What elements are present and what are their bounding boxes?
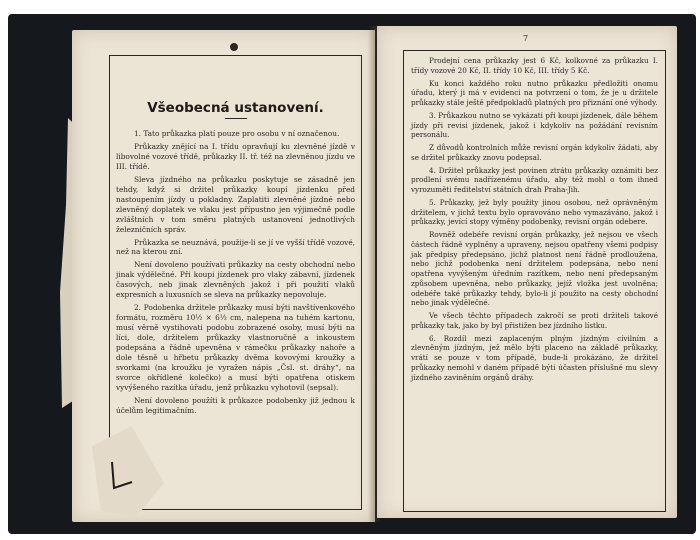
left-paragraph-3: Sleva jízdného na průkazku poskytuje se zásadně jen tehdy, když si držitel průkazky koupí jízdenku před nastoupením jízdy u pokladny. Zaplatiti zlevněné jízdné nebo zlevněný doplatek ve vlaku jest přípustno jen výjimečně podle zvláštních v tom směru platných ustanovení jednotlivých železničních správ. xyxy=(116,174,355,234)
right-paragraph-5: 4. Držitel průkazky jest povinen ztrátu průkazky oznámiti bez prodlení svému nadřízenému úřadu, aby též mohl o tom ihned vyrozuměti ředitelství státních drah Praha-Jih. xyxy=(411,165,658,194)
binding-ring-icon xyxy=(230,43,238,51)
section-heading: Všeobecná ustanovení. xyxy=(147,100,324,116)
left-paragraph-6: 2. Podobenka držitele průkazky musí býti navštívenkového formátu, rozměru 10½ × 6½ cm, nalepena na tuhém kartonu, musí věrně vystihovati podobu zobrazené osoby, musí býti na líci, dole, držitelem průkazky vlastnoručně a inkoustem podepsána a řádně upevněna v rámečku průkazky nahoře a dole těsně u hřbetu průkazky dvěma kovovými kroužky a svorkami (na kroužku je vyražen nápis „Čsl. st. dráhy“, na svorce okřídlené kolečko) a musí býti opatřena otiskem vyvýšeného razítka úřadu, jenž průkazku vyhotovil (sepsal). xyxy=(116,303,355,392)
right-paragraph-9: 6. Rozdíl mezi zaplaceným plným jízdným cívilním a zlevněným jízdným, jež mělo býti placeno na základě průkazky, vrátí se pouze v tom případě, bude-li prokázáno, že držitel průkazky nemohl v daném případě býti účasten příslušné mu slevy jízdného zaviněním orgánů dráhy. xyxy=(411,333,658,382)
right-paragraph-3: 3. Průkazkou nutno se vykázati při koupi jízdenek, dále během jízdy při revisi jízdenek, jakož i kdykoliv na požádání revisním personálu. xyxy=(411,110,658,140)
right-page xyxy=(377,26,677,518)
left-paragraph-2: Průkazky znějící na I. třídu opravňují ku zlevněné jízdě v libovolné vozové třídě, průkazky II. tř. též na zlevněnou jízdu ve III. třídě. xyxy=(116,141,355,171)
left-paragraph-1: 1. Tato průkazka platí pouze pro osobu v ní označenou. xyxy=(134,129,340,138)
left-page-frame xyxy=(109,55,362,510)
left-paragraph-5: Není dovoleno používati průkazky na cesty obchodní nebo jinak výdělečné. Při koupi jízdenek pro vlaky zábavní, jízdenek časových, neb jinak zlevněných jakož i při použití vlaků expresních a luxusních se sleva na průkazky nepovoluje. xyxy=(116,260,355,300)
page-number: 7 xyxy=(523,34,529,43)
right-paragraph-4: Z důvodů kontrolních může revisní orgán kdykoliv žádati, aby se držitel průkazky znovu podepsal. xyxy=(411,143,658,162)
right-page-frame xyxy=(403,50,666,512)
right-paragraph-8: Ve všech těchto případech zakročí se proti držiteli takové průkazky tak, jako by byl přistižen bez jízdního lístku. xyxy=(411,311,658,330)
fold-crease-icon xyxy=(108,458,136,492)
right-paragraph-1: Prodejní cena průkazky jest 6 Kč, kolkovné za průkazku I. třídy vozové 20 Kč, II. třídy 10 Kč, III. třídy 5 Kč. xyxy=(411,56,658,75)
left-paragraph-4: Průkazka se neuznává, použije-li se jí ve vyšší třídě vozové, než na kterou zní. xyxy=(116,237,355,257)
heading-underline xyxy=(225,118,247,119)
left-paragraph-7: Není dovoleno použíti k průkazce podobenky již jednou k účelům legitimačním. xyxy=(116,395,355,415)
right-paragraph-7: Rovněž odebéře revisní orgán průkazky, jež nejsou ve všech částech řádně vyplněny a upraveny, nejsou opatřeny všemi podpisy jak předpisy předepsáno, jichž platnost není řádně prodloužena, nebo jichž podobenka není držitelem podepsána, nebo není opatřena vyvýšeným úředním razítkem, nebo není předepsaným způsobem upevněna, nebo průkazky, jejíž vložka jest uvolněna; odebéře také průkazky tehdy, bylo-li jí použito na cesty obchodní nebo jinak výdělečné. xyxy=(411,230,658,308)
right-paragraph-6: 5. Průkazky, jež byly použity jinou osobou, než oprávněným držitelem, v jichž textu bylo opravováno nebo vymazáváno, jakož i průkazky, jevící stopy výměny podobenky, revisní orgán odebere. xyxy=(411,197,658,227)
right-paragraph-2: Ku konci každého roku nutno průkazku předložiti onomu úřadu, který ji má v evidenci na potvrzení o tom, že je u držitele průkazky stále ještě předpokladů platných pro přiznání oné výhody. xyxy=(411,78,658,107)
